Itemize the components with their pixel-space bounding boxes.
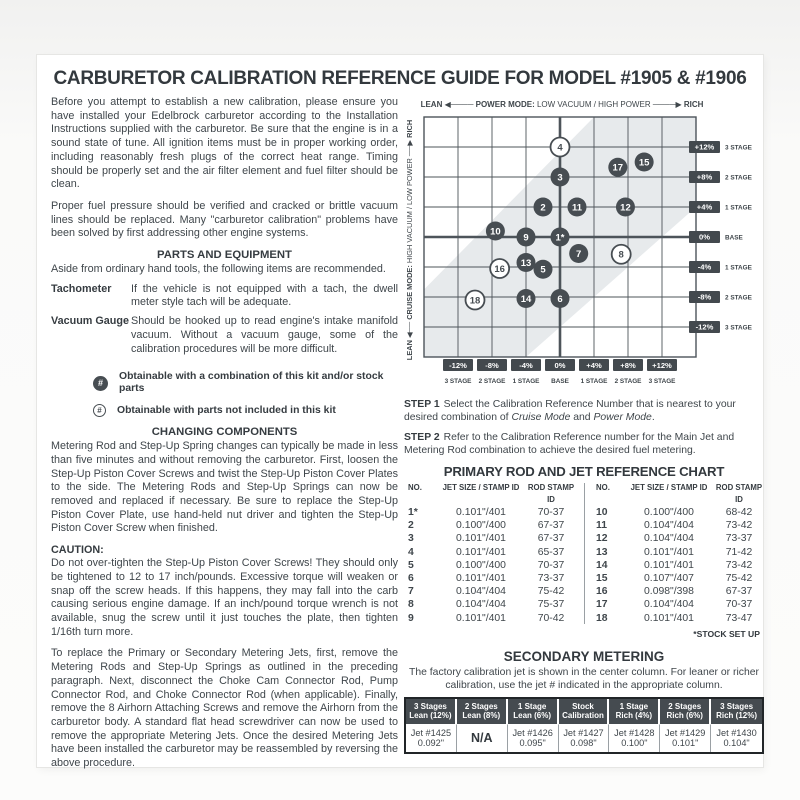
- ref-number: 2: [408, 520, 414, 532]
- ref-number: 1*: [408, 507, 418, 518]
- jet-replacement-paragraph: To replace the Primary or Secondary Metering Jets, first, remove the Metering Rods and Step-Up Springs as outlined in the preceding paragraph. Next, disconnect the Choke Cam Connector Rod, Pump Connector Rod, and Choke Connector Rod (when applicable). Finally, remove the 8 Airhorn Attaching Screws and remove the Airhorn from the carburetor body. A standard flat head screwdriver can now be used to remove the appropriate Metering Jets. Once the desired Metering Jets have been installed the carburetor may be reassembled by reversing the above procedure.: [51, 647, 398, 770]
- secondary-header-cell: 3 Stages Rich (12%): [711, 699, 762, 724]
- parts-term: Tachometer: [51, 282, 112, 295]
- svg-text:-4%: -4%: [519, 360, 533, 370]
- ref-number: 4: [408, 546, 414, 558]
- svg-text:5: 5: [540, 264, 546, 276]
- rod-stamp: 75-37: [537, 599, 565, 611]
- step-1-text: and: [570, 412, 594, 423]
- rod-stamp: 67-37: [537, 520, 565, 532]
- ref-number: 9: [408, 612, 414, 624]
- x-stage-label: 2 STAGE: [478, 378, 506, 385]
- rod-stamp: 65-37: [537, 546, 565, 558]
- svg-text:6: 6: [557, 293, 563, 305]
- secondary-header-cell: 1 Stage Rich (4%): [609, 699, 660, 724]
- ref-number: 14: [596, 559, 608, 571]
- svg-text:4: 4: [557, 142, 563, 154]
- step-1: [404, 398, 764, 424]
- svg-text:13: 13: [520, 257, 532, 269]
- jet-size-stamp: 0.101"/401: [644, 612, 694, 624]
- table-row: [404, 598, 576, 611]
- svg-text:10: 10: [490, 226, 501, 238]
- secondary-value-cell: N/A: [457, 724, 508, 752]
- x-stage-label: 3 STAGE: [444, 378, 472, 385]
- ref-number: 6: [408, 573, 414, 585]
- svg-text:1*: 1*: [555, 232, 565, 244]
- jet-size-stamp: 0.104"/404: [644, 599, 694, 611]
- y-stage-label: 2 STAGE: [725, 294, 752, 302]
- ref-number: 15: [596, 573, 608, 585]
- jet-size-stamp: 0.104"/404: [456, 599, 506, 611]
- column-header: JET SIZE / STAMP ID: [442, 483, 520, 492]
- legend-item: [93, 371, 398, 395]
- parts-item-vacuum-gauge: [51, 315, 398, 356]
- secondary-value-cell: Jet #1430 0.104": [711, 724, 762, 752]
- column-header: NO.: [596, 483, 610, 492]
- rod-stamp: 68-42: [725, 507, 753, 518]
- svg-text:+8%: +8%: [620, 360, 636, 370]
- svg-text:-4%: -4%: [697, 262, 712, 272]
- secondary-value-cell: Jet #1428 0.100": [609, 724, 660, 752]
- y-stage-label: 3 STAGE: [725, 144, 752, 152]
- ref-number: 13: [596, 546, 608, 558]
- caution-paragraph: Do not over-tighten the Step-Up Piston Cover Screws! They should only be tightened to 12 to 17 inch/pounds. Excessive torque will weaken or snap off the screw heads. If this happens, they may fall into the carb causing serious engine damage. If an inch/pound torque wrench is not available, snug the screw until it just touches the plate, then tighten 1/16th turn more.: [51, 557, 398, 638]
- table-row: [592, 546, 764, 559]
- rod-stamp: 70-37: [725, 599, 753, 611]
- legend-text: Obtainable with a combination of this kit and/or stock parts: [119, 371, 384, 395]
- secondary-value-cell: Jet #1427 0.098": [559, 724, 610, 752]
- y-stage-label: 3 STAGE: [725, 324, 752, 332]
- rod-stamp: 70-37: [537, 507, 565, 518]
- instruction-sheet: [37, 55, 763, 770]
- table-row: [592, 585, 764, 598]
- rod-stamp: 67-37: [537, 533, 565, 545]
- parts-desc: If the vehicle is not equipped with a tach, the dwell meter style tach will be adequate.: [131, 282, 398, 309]
- rod-stamp: 67-37: [725, 586, 753, 598]
- jet-size-stamp: 0.101"/401: [456, 573, 506, 585]
- rod-stamp: 75-42: [537, 586, 565, 598]
- table-row: [592, 559, 764, 572]
- x-stage-label: 2 STAGE: [614, 378, 642, 385]
- cruise-mode-term: Cruise Mode: [511, 412, 571, 423]
- step-1-text: Select the Calibration Reference Number that is nearest to your desired combination of: [404, 399, 736, 423]
- secondary-header-cell: Stock Calibration: [559, 699, 610, 724]
- power-mode-axis-label: LEAN ◀──── POWER MODE: LOW VACUUM / HIGH POWER ────▶ RICH: [420, 100, 704, 109]
- stock-setup-footnote: *STOCK SET UP: [693, 628, 760, 639]
- parts-term: Vacuum Gauge: [51, 315, 130, 328]
- svg-text:17: 17: [612, 162, 624, 174]
- secondary-value-cell: Jet #1426 0.095": [508, 724, 559, 752]
- table-row: [404, 585, 576, 598]
- ref-number: 11: [596, 520, 607, 532]
- legend-item: [93, 404, 398, 417]
- jet-size-stamp: 0.107"/407: [644, 573, 694, 585]
- table-row: [404, 519, 576, 532]
- svg-text:+12%: +12%: [694, 142, 715, 152]
- table-row: [592, 612, 764, 625]
- symbol-legend: [93, 371, 398, 417]
- rod-stamp: 75-42: [725, 573, 753, 585]
- rod-stamp: 73-42: [725, 520, 753, 532]
- ref-number: 7: [408, 586, 414, 598]
- calibration-chart: [404, 95, 764, 394]
- secondary-value-cell: Jet #1429 0.101": [660, 724, 711, 752]
- jet-size-stamp: 0.104"/404: [456, 586, 506, 598]
- rod-stamp: 73-37: [725, 533, 753, 545]
- y-stage-label: 2 STAGE: [725, 174, 752, 182]
- ref-number: 8: [408, 599, 414, 611]
- table-row: [592, 598, 764, 611]
- y-stage-label: 1 STAGE: [725, 204, 752, 212]
- svg-text:14: 14: [520, 293, 532, 305]
- column-header: ROD STAMP ID: [527, 483, 575, 504]
- secondary-value-cell: Jet #1425 0.092": [406, 724, 457, 752]
- jet-size-stamp: 0.104"/404: [644, 520, 694, 532]
- ref-number: 5: [408, 559, 414, 571]
- svg-text:2: 2: [540, 202, 546, 214]
- svg-text:18: 18: [469, 295, 481, 307]
- svg-text:8: 8: [618, 249, 624, 261]
- column-header: JET SIZE / STAMP ID: [630, 483, 708, 492]
- ref-number: 10: [596, 507, 608, 518]
- secondary-metering-table: [404, 697, 764, 754]
- svg-text:16: 16: [494, 263, 505, 275]
- primary-table-title: PRIMARY ROD AND JET REFERENCE CHART: [443, 464, 725, 479]
- intro-paragraph-2: Proper fuel pressure should be verified and cracked or brittle vacuum lines should be replaced. Many "carburetor calibration" problems have been solved by first addressing other engine systems.: [51, 199, 398, 240]
- svg-text:12: 12: [620, 202, 631, 214]
- svg-text:11: 11: [571, 202, 583, 214]
- svg-text:+8%: +8%: [696, 172, 713, 182]
- x-stage-label: 1 STAGE: [512, 378, 540, 385]
- secondary-header-cell: 2 Stages Rich (6%): [660, 699, 711, 724]
- primary-table-header: [592, 482, 764, 506]
- ref-number: 12: [596, 533, 608, 545]
- jet-size-stamp: 0.098"/398: [644, 586, 694, 598]
- right-column: [404, 95, 764, 754]
- svg-text:+12%: +12%: [652, 360, 672, 370]
- step-1-label: STEP 1: [404, 399, 440, 410]
- primary-table-header: [404, 482, 576, 506]
- step-2: [404, 431, 764, 457]
- secondary-header-cell: 1 Stage Lean (6%): [508, 699, 559, 724]
- jet-size-stamp: 0.100"/400: [456, 559, 506, 571]
- y-stage-label: 1 STAGE: [725, 264, 752, 272]
- rod-stamp: 71-42: [725, 546, 753, 558]
- jet-size-stamp: 0.101"/401: [644, 559, 694, 571]
- calibration-chart-svg: [404, 95, 764, 389]
- table-row: [404, 612, 576, 625]
- parts-intro: Aside from ordinary hand tools, the following items are recommended.: [51, 263, 386, 276]
- jet-size-stamp: 0.101"/401: [456, 507, 506, 518]
- table-row: [592, 506, 764, 519]
- step-1-text: .: [651, 412, 655, 423]
- primary-table-group: [404, 482, 576, 625]
- page-title: CARBURETOR CALIBRATION REFERENCE GUIDE FOR MODEL #1905 & #1906: [53, 68, 747, 89]
- ref-number: 18: [596, 612, 608, 624]
- svg-text:-8%: -8%: [485, 360, 499, 370]
- power-mode-term: Power Mode: [593, 412, 652, 423]
- svg-text:7: 7: [576, 248, 582, 260]
- rod-stamp: 73-42: [725, 559, 753, 571]
- table-row: [592, 519, 764, 532]
- jet-size-stamp: 0.100"/400: [644, 507, 694, 518]
- parts-heading: PARTS AND EQUIPMENT: [157, 249, 292, 262]
- x-stage-label: 3 STAGE: [648, 378, 676, 385]
- parts-item-tachometer: [51, 283, 398, 310]
- cruise-mode-axis-label: LEAN ◀── CRUISE MODE: HIGH VACUUM / LOW POWER ──▶ RICH: [405, 119, 414, 361]
- svg-text:9: 9: [523, 232, 529, 244]
- svg-text:+4%: +4%: [696, 202, 713, 212]
- changing-components-heading: CHANGING COMPONENTS: [151, 426, 298, 439]
- x-stage-label: 1 STAGE: [580, 378, 608, 385]
- intro-paragraph-1: Before you attempt to establish a new calibration, please ensure you have installed your Edelbrock carburetor according to the Installation Instructions supplied with the carburetor. Be sure that the engine is in a sound state of tune. All ignition items must be in proper working order, including reasonably fresh plugs of the correct heat range. Timing should be properly set and the air filter element and fuel filter should be clean.: [51, 96, 398, 191]
- table-row: [404, 572, 576, 585]
- rod-stamp: 73-47: [725, 612, 753, 624]
- non-kit-parts-icon: #: [93, 404, 106, 417]
- rod-stamp: 73-37: [537, 573, 565, 585]
- svg-text:-12%: -12%: [695, 322, 714, 332]
- ref-number: 3: [408, 533, 414, 545]
- kit-parts-icon: #: [93, 376, 108, 391]
- jet-size-stamp: 0.101"/401: [456, 533, 506, 545]
- table-row: [592, 572, 764, 585]
- table-row: [404, 546, 576, 559]
- ref-number: 17: [596, 599, 608, 611]
- jet-size-stamp: 0.100"/400: [456, 520, 506, 532]
- secondary-header-cell: 3 Stages Lean (12%): [406, 699, 457, 724]
- caution-label: CAUTION:: [51, 544, 104, 557]
- svg-text:0%: 0%: [554, 360, 566, 370]
- ref-number: 16: [596, 586, 608, 598]
- jet-size-stamp: 0.104"/404: [644, 533, 694, 545]
- step-2-label: STEP 2: [404, 432, 440, 443]
- svg-text:15: 15: [638, 157, 650, 169]
- changing-paragraph: Metering Rod and Step-Up Spring changes can typically be made in less than five minutes and without removing the carburetor. First, loosen the Step-Up Piston Cover Screws and twist the Step-Up Piston Cover Plates to the side. The Metering Rods and Step-Up Springs can now be removed and replaced if necessary. Be sure to replace the Step-Up Piston Cover Plate, use hand-held nut driver and tighten the Step-Up Piston Cover Screw when finished.: [51, 440, 398, 535]
- primary-rod-jet-table: [404, 482, 764, 625]
- svg-text:3: 3: [557, 172, 563, 184]
- svg-text:-12%: -12%: [449, 360, 467, 370]
- table-row: [404, 506, 576, 519]
- rod-stamp: 70-42: [537, 612, 565, 624]
- secondary-header-cell: 2 Stages Lean (8%): [457, 699, 508, 724]
- svg-text:0%: 0%: [699, 232, 710, 242]
- jet-size-stamp: 0.101"/401: [456, 546, 506, 558]
- secondary-metering-text: The factory calibration jet is shown in the center column. For leaner or richer calibration, use the jet # indicated in the appropriate column.: [409, 666, 759, 691]
- step-2-text: Refer to the Calibration Reference number for the Main Jet and Metering Rod combination to achieve the desired fuel metering.: [404, 432, 735, 456]
- column-header: NO.: [408, 483, 422, 492]
- legend-text: Obtainable with parts not included in this kit: [117, 404, 336, 416]
- y-stage-label: BASE: [725, 234, 743, 242]
- table-row: [404, 559, 576, 572]
- left-column: [51, 96, 398, 779]
- jet-size-stamp: 0.101"/401: [644, 546, 694, 558]
- svg-text:+4%: +4%: [586, 360, 602, 370]
- x-stage-label: BASE: [551, 378, 569, 385]
- secondary-metering-heading: SECONDARY METERING: [503, 648, 665, 664]
- table-row: [592, 532, 764, 545]
- column-header: ROD STAMP ID: [715, 483, 763, 504]
- rod-stamp: 70-37: [537, 559, 565, 571]
- jet-size-stamp: 0.101"/401: [456, 612, 506, 624]
- svg-text:-8%: -8%: [697, 292, 712, 302]
- table-row: [404, 532, 576, 545]
- parts-desc: Should be hooked up to read engine's intake manifold vacuum. Without a vacuum gauge, some of the calibration procedures will be more difficult.: [131, 315, 398, 355]
- primary-table-group: [592, 482, 764, 625]
